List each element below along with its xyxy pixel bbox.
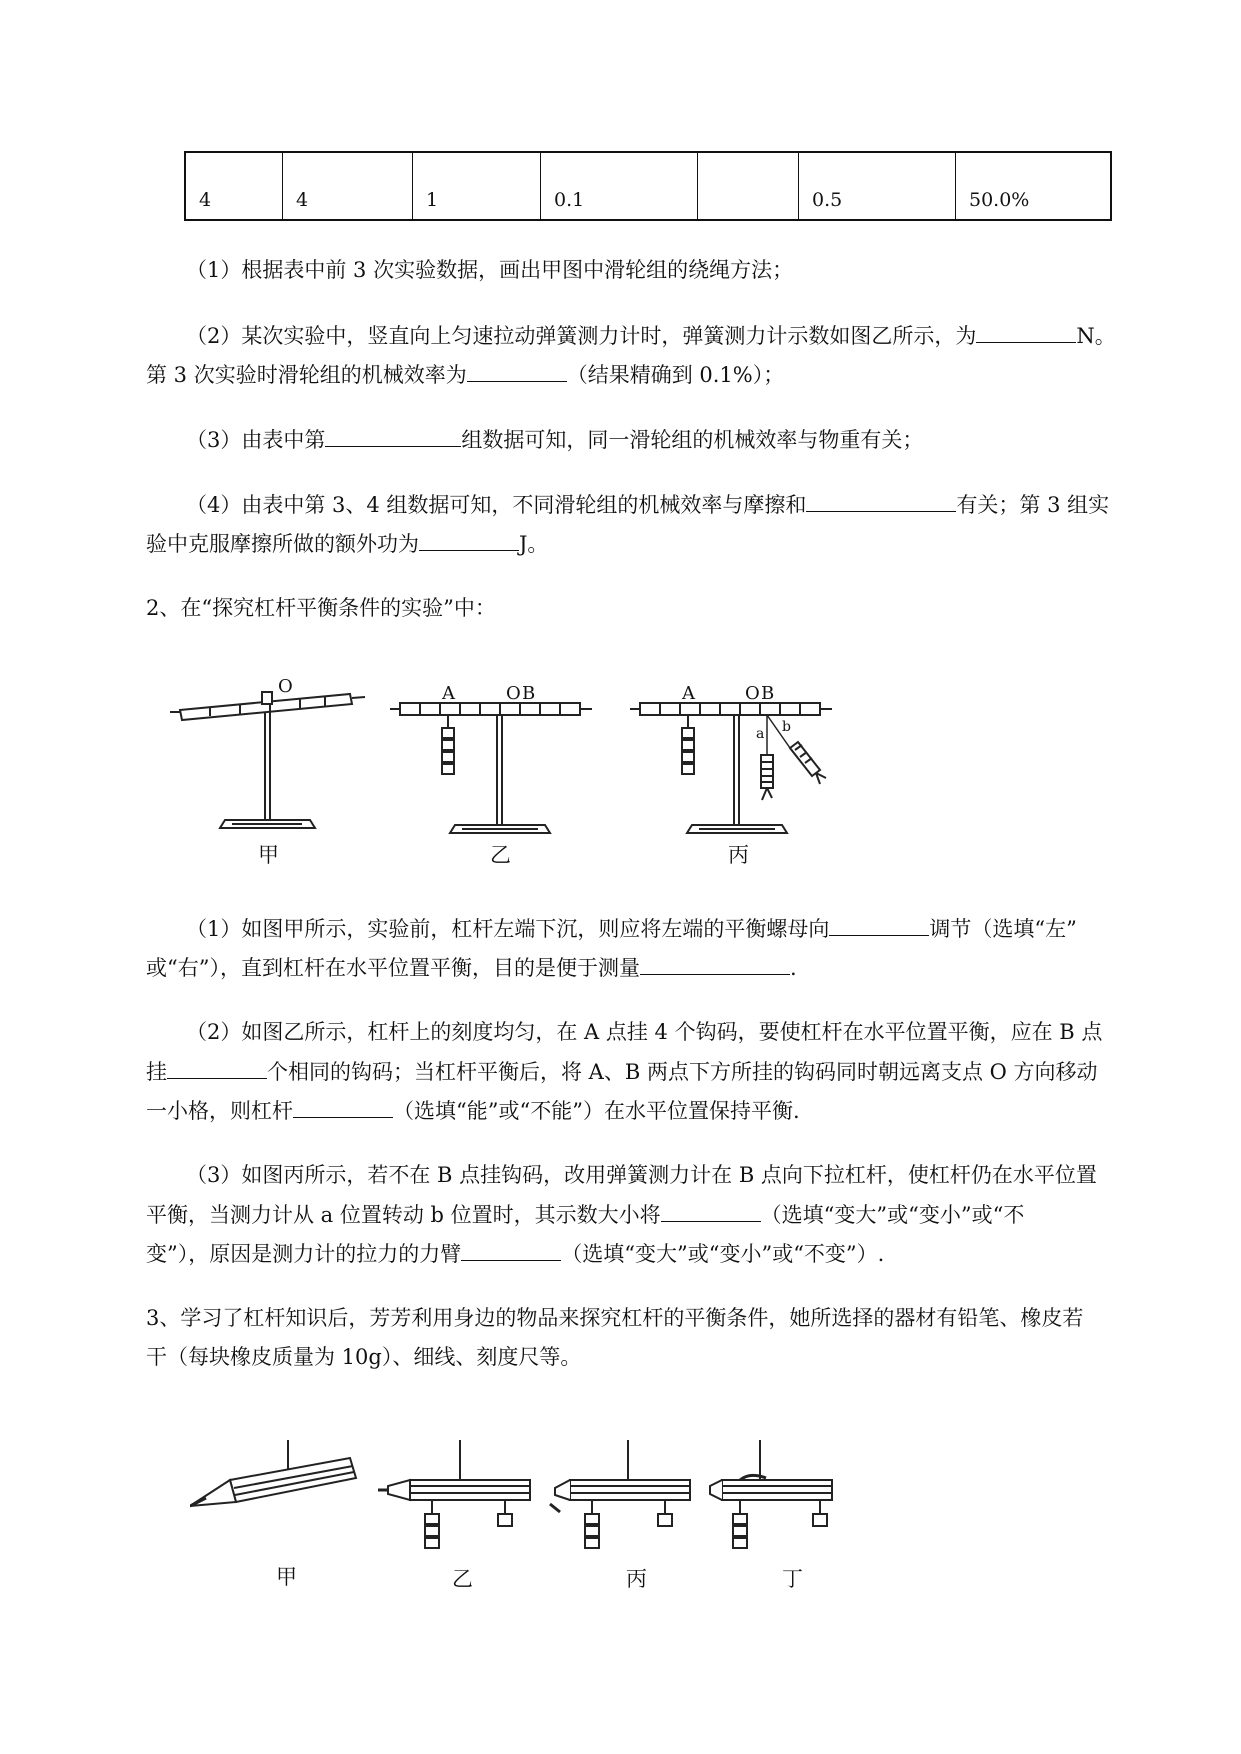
q2-item-2: （2）如图乙所示，杠杆上的刻度均匀，在 A 点挂 4 个钩码，要使杠杆在水平位置平衡，应在 B 点 (186, 1020, 1103, 1044)
q2-item-2-cont2: 一小格，则杠杆 （选填“能”或“不能”）在水平位置保持平衡. (146, 1095, 800, 1126)
answer-blank[interactable] (640, 952, 790, 975)
answer-blank[interactable] (976, 320, 1076, 343)
table-cell: 1 (412, 153, 540, 219)
position-label-a: a (756, 726, 765, 742)
position-label-b: b (782, 719, 791, 735)
pencil-figure-ding (710, 1440, 832, 1548)
lever-figure-yi (390, 703, 592, 833)
point-label-b: B (522, 683, 536, 704)
q3-line-2: 干（每块橡皮质量为 10g）、细线、刻度尺等。 (146, 1345, 582, 1369)
table-cell (697, 153, 798, 219)
answer-blank[interactable] (293, 1095, 393, 1118)
pivot-label-o: O (506, 683, 521, 704)
answer-blank[interactable] (461, 1238, 561, 1261)
q1-item-3: （3）由表中第 组数据可知，同一滑轮组的机械效率与物重有关； (186, 424, 923, 455)
pencil-figure-bing (550, 1440, 690, 1548)
answer-blank[interactable] (806, 489, 956, 512)
answer-blank[interactable] (325, 424, 461, 447)
figure-label-bing: 丙 (626, 1567, 647, 1591)
answer-blank[interactable] (167, 1056, 267, 1079)
pivot-label-o: O (278, 676, 293, 697)
q2-title: 2、在“探究杠杆平衡条件的实验”中： (146, 596, 496, 620)
answer-blank[interactable] (661, 1199, 761, 1222)
data-table-row (184, 151, 1112, 221)
lever-figure-jia (170, 692, 365, 828)
q1-item-2-cont: 第 3 次实验时滑轮组的机械效率为 （结果精确到 0.1%）； (146, 359, 784, 390)
q2-item-1: （1）如图甲所示，实验前，杠杆左端下沉，则应将左端的平衡螺母向 调节（选填“左” (186, 913, 1077, 944)
figure-label-ding: 丁 (782, 1567, 803, 1591)
table-cell: 0.1 (540, 153, 697, 219)
table-cell: 50.0% (955, 153, 1110, 219)
q2-item-3: （3）如图丙所示，若不在 B 点挂钩码，改用弹簧测力计在 B 点向下拉杠杆，使杠杆仍在水平位置 (186, 1163, 1097, 1187)
pencil-figure-jia (190, 1440, 356, 1506)
q2-item-3-cont2: 变”），原因是测力计的拉力的力臂 （选填“变大”或“变小”或“不变”）. (146, 1238, 884, 1269)
pencil-figure-yi (378, 1440, 530, 1548)
q1-item-4-cont: 验中克服摩擦所做的额外功为 J。 (146, 528, 548, 559)
figure-label-jia: 甲 (276, 1565, 297, 1589)
q1-item-1: （1）根据表中前 3 次实验数据，画出甲图中滑轮组的绕绳方法； (186, 258, 794, 282)
point-label-a: A (442, 683, 455, 704)
lever-figures (170, 670, 850, 870)
table-cell: 4 (199, 189, 212, 211)
answer-blank[interactable] (467, 359, 567, 382)
q1-item-2: （2）某次实验中，竖直向上匀速拉动弹簧测力计时，弹簧测力计示数如图乙所示，为 N。 (186, 320, 1116, 351)
point-label-a: A (682, 683, 695, 704)
figure-label-bing: 丙 (728, 843, 749, 867)
pivot-label-o: O (745, 683, 760, 704)
q2-item-1-cont: 或“右”），直到杠杆在水平位置平衡，目的是便于测量 . (146, 952, 797, 983)
answer-blank[interactable] (829, 913, 929, 936)
q2-item-3-cont: 平衡，当测力计从 a 位置转动 b 位置时，其示数大小将 （选填“变大”或“变小”或“不 (146, 1199, 1024, 1230)
q1-item-4: （4）由表中第 3、4 组数据可知，不同滑轮组的机械效率与摩擦和 有关；第 3 组实 (186, 489, 1109, 520)
q3-line-1: 3、学习了杠杆知识后，芳芳利用身边的物品来探究杠杆的平衡条件，她所选择的器材有铅笔、橡皮若 (146, 1306, 1084, 1330)
lever-figure-bing (630, 703, 832, 833)
q2-item-2-cont: 挂 个相同的钩码；当杠杆平衡后，将 A、B 两点下方所挂的钩码同时朝远离支点 O 方向移动 (146, 1056, 1098, 1087)
pencil-figures (190, 1440, 850, 1600)
figure-label-yi: 乙 (452, 1567, 473, 1591)
point-label-b: B (761, 683, 775, 704)
table-cell: 0.5 (798, 153, 955, 219)
figure-label-jia: 甲 (258, 843, 279, 867)
table-cell: 4 (282, 153, 412, 219)
figure-label-yi: 乙 (490, 843, 511, 867)
answer-blank[interactable] (419, 528, 519, 551)
